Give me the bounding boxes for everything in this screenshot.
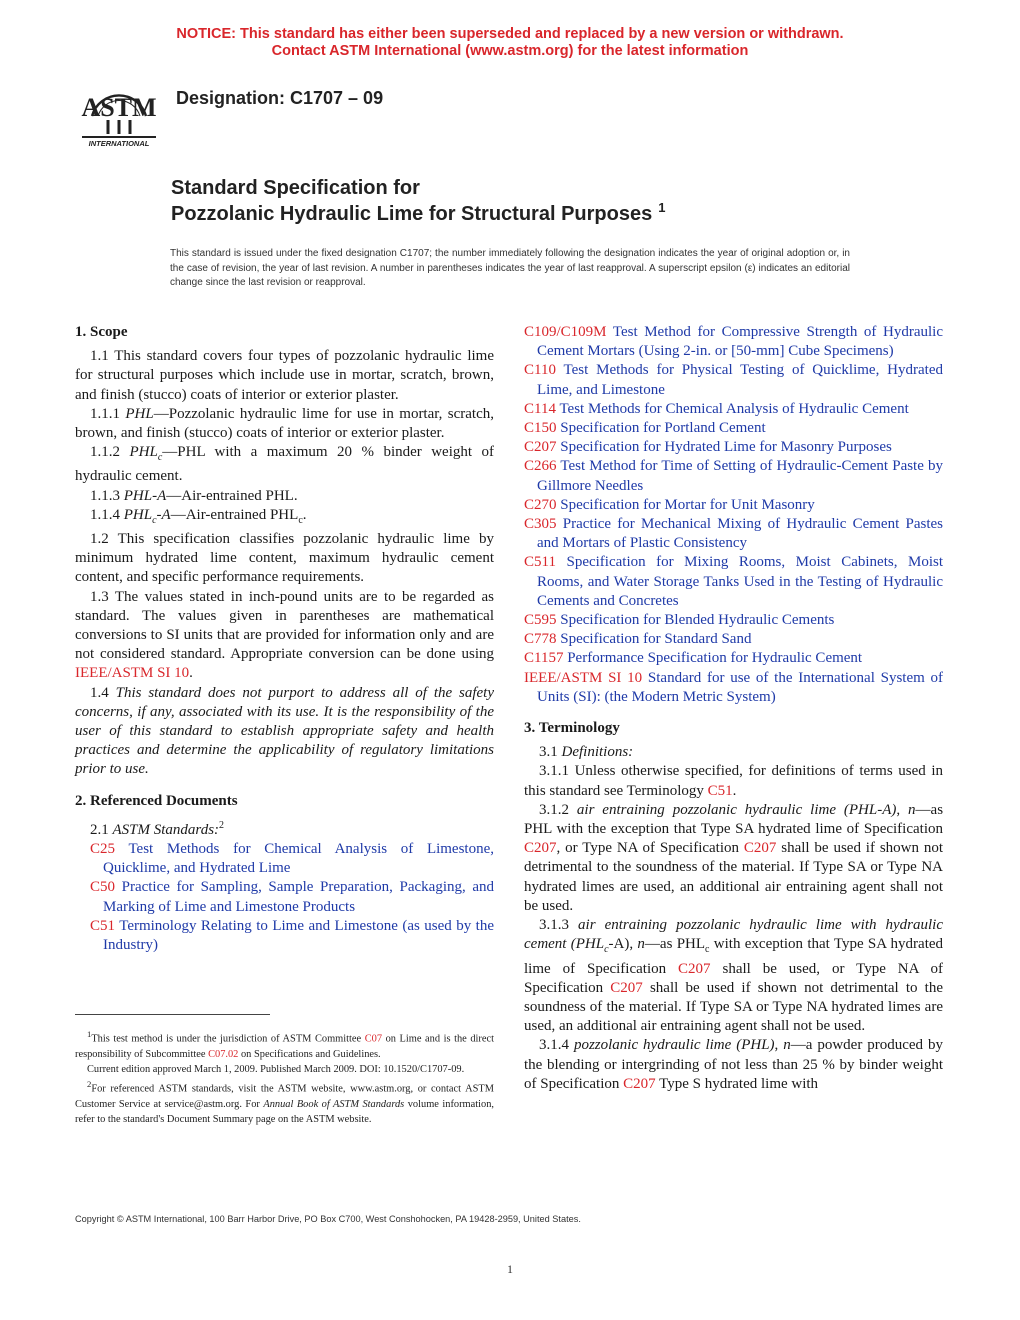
link-committee-c07[interactable]: C07 (364, 1033, 383, 1045)
ref-title[interactable]: Specification for Hydrated Lime for Masonry Purposes (560, 439, 892, 456)
issued-note: This standard is issued under the fixed designation C1707; the number immediately following the designation indicates the year of original adoption or, in the case of revision, the year of last revision. A number in parentheses indicates the year of last reapproval. A superscript epsilon (ε) indicates an editorial change since the last revision or reapproval. (170, 248, 850, 288)
ref-code[interactable]: IEEE/ASTM SI 10 (524, 669, 643, 686)
section-terminology-heading: 3. Terminology (524, 720, 620, 737)
footnote-text: This test method is under the jurisdiction of ASTM Committee (91, 1033, 362, 1045)
ref-title[interactable]: Specification for Mixing Rooms, Moist Cabinets, Moist Rooms, and Water Storage Tanks Used in the Testing of Hydraulic Cements and Concretes (537, 554, 943, 609)
para-1-1-2 (75, 443, 494, 486)
document-title (171, 175, 665, 227)
text-sub: c (705, 944, 710, 956)
footnotes (75, 1027, 494, 1127)
para-text: —a powder produced by the blending or intergrinding of not less than 25 % by binder weight of Specification (524, 1037, 943, 1092)
title-line-2-text: Pozzolanic Hydraulic Lime for Structural Purposes (171, 203, 653, 225)
term-text: PHL (129, 444, 158, 461)
term-sub: c (157, 452, 163, 464)
para-end: . (302, 506, 307, 523)
ref-title[interactable]: Test Methods for Physical Testing of Quicklime, Hydrated Lime, and Limestone (537, 362, 943, 398)
para-num: 3.1.3 (539, 917, 569, 934)
para-1-1-1 (75, 405, 494, 443)
para-text: —as PHL (644, 936, 706, 953)
para-num: 1.1.2 (90, 444, 120, 461)
para-num: 1.1.4 (90, 506, 120, 523)
ref-item[interactable] (524, 323, 943, 361)
term-sub: c (604, 944, 609, 956)
ref-item[interactable] (90, 840, 494, 878)
ref-item[interactable] (524, 669, 943, 707)
ref-item[interactable] (524, 457, 943, 495)
para-end: . (189, 665, 193, 682)
ref-item[interactable] (524, 361, 943, 399)
para-1-1-3 (75, 487, 494, 506)
ref-title[interactable]: Performance Specification for Hydraulic Cement (567, 650, 863, 667)
link-c207[interactable]: C207 (678, 960, 711, 977)
ref-title[interactable]: Practice for Sampling, Sample Preparation, Packaging, and Marking of Lime and Limestone Products (103, 879, 494, 915)
para-text: 3.1.1 Unless otherwise specified, for definitions of terms used in this standard see Terminology (524, 763, 943, 799)
para-3-1-1 (524, 762, 943, 800)
page-number: 1 (507, 1262, 513, 1276)
ref-item[interactable] (524, 611, 943, 630)
section-refdocs-heading: 2. Referenced Documents (75, 792, 238, 809)
ref-code[interactable]: C114 (524, 400, 556, 417)
title-footnote-mark: 1 (658, 200, 666, 216)
designation: Designation: C1707 – 09 (176, 88, 384, 108)
copyright-line: Copyright © ASTM International, 100 Barr Harbor Drive, PO Box C700, West Conshohocken, PA 19428-2959, United States. (75, 1214, 581, 1224)
para-text: —Air-entrained PHL. (166, 487, 298, 504)
para-num: 2.1 (90, 821, 109, 838)
para-2-1 (75, 816, 494, 840)
ref-item[interactable] (524, 630, 943, 649)
para-text: —as PHL with the exception that Type SA hydrated lime of Specification (524, 801, 944, 838)
logo-text: INTERNATIONAL (88, 139, 150, 148)
ref-title[interactable]: Specification for Mortar for Unit Masonry (560, 496, 815, 513)
ref-item[interactable] (524, 419, 943, 438)
ref-item[interactable] (524, 496, 943, 515)
para-text: —Air-entrained PHL (170, 506, 299, 523)
label: ASTM Standards: (112, 821, 220, 838)
para-3-1-4: 3.1.4 pozzolanic hydraulic lime (PHL), n—a powder produced by the blending or intergrinding of not less than 25 % by binder weight of Specification C207 Type S hydrated lime with (524, 1037, 943, 1092)
link-c207[interactable]: C207 (610, 979, 643, 996)
footnote-text: on Lime and is the direct responsibility of Subcommittee (75, 1033, 494, 1060)
withdrawal-notice (0, 26, 1020, 60)
left-column (75, 323, 494, 955)
para-3-1-2: 3.1.2 air entraining pozzolanic hydraulic lime (PHL-A), n—as PHL with the exception that Type SA hydrated lime of Specification C207, or Type NA of Specification C207 shall be used if shown not detrimental to the soundness of the material. If Type SA or Type NA hydrated limes are used, an additional air entraining agent shall not be used. (524, 801, 944, 914)
para-text: shall be used, or Type NA of Specification (524, 960, 944, 996)
para-text: Type S hydrated lime with (659, 1075, 819, 1092)
title-line-2 (171, 201, 665, 227)
para-1-1-4 (75, 506, 494, 530)
term: PHL-A (123, 487, 167, 504)
ref-code[interactable]: C511 (524, 554, 556, 571)
ref-item[interactable] (524, 649, 943, 668)
term (129, 444, 163, 464)
notice-line-2: Contact ASTM International (www.astm.org) for the latest information (271, 43, 749, 59)
footnote-text: For referenced ASTM standards, visit the ASTM website, www.astm.org, or contact ASTM Customer Service at service@astm.org. For (75, 1083, 494, 1110)
ref-item[interactable] (524, 515, 943, 553)
ref-title[interactable]: Terminology Relating to Lime and Limestone (as used by the Industry) (103, 917, 494, 954)
ref-code[interactable]: C109/C109M (524, 324, 607, 340)
term (123, 506, 171, 526)
para-num: 3.1 (539, 744, 558, 761)
ref-title[interactable]: Specification for Portland Cement (560, 420, 766, 437)
ref-code[interactable]: C110 (524, 362, 556, 379)
title-line-1: Standard Specification for (171, 177, 420, 199)
para-1-4 (75, 684, 494, 780)
part-of-speech: n (783, 1037, 791, 1054)
para-text: shall be used if shown not detrimental to the soundness of the material. If Type SA or Type NA hydrated limes are used, an additional air entraining agent shall not be used. (524, 979, 943, 1035)
ref-code[interactable]: C25 (90, 841, 116, 858)
footnote-2 (75, 1077, 494, 1127)
ref-item[interactable] (90, 878, 494, 916)
link-c207[interactable]: C207 (743, 840, 777, 857)
ref-list-left (75, 840, 494, 955)
para-num: 1.4 (90, 684, 109, 701)
ref-title[interactable]: Standard for use of the International System of Units (SI): (the Modern Metric System) (537, 669, 944, 705)
ref-title[interactable]: Test Methods for Chemical Analysis of Limestone, Quicklime, and Hydrated Lime (103, 841, 495, 877)
para-text: 1.3 The values stated in inch-pound units are to be regarded as standard. The values given in parentheses are mathematical conversions to SI units that are provided for information only and are not considered standard. Appropriate conversion can be done using (75, 588, 494, 663)
para-text: with exception that Type SA hydrated lime of Specification (524, 936, 944, 977)
notice-line-1: NOTICE: This standard has either been superseded and replaced by a new version or withdrawn. (176, 26, 844, 42)
term: PHL (125, 405, 154, 422)
ref-code[interactable]: C51 (90, 917, 116, 934)
footnote-divider (75, 1014, 270, 1015)
ref-code[interactable]: C778 (524, 631, 557, 648)
footnote-mark: 2 (87, 1079, 92, 1090)
link-ieee-astm-si-10[interactable]: IEEE/ASTM SI 10 (75, 665, 190, 682)
link-c207[interactable]: C207 (623, 1075, 656, 1092)
ref-code[interactable]: C1157 (524, 650, 564, 667)
ref-code[interactable]: C270 (524, 496, 557, 513)
term-text: PHL (123, 506, 153, 523)
ref-code[interactable]: C266 (524, 458, 557, 475)
para-num: 1.1.3 (90, 487, 120, 504)
term: air entraining pozzolanic hydraulic lime (PHL-A) (576, 801, 897, 818)
term-text-2: -A (156, 506, 171, 523)
ref-item[interactable] (524, 553, 943, 611)
term-text-2: -A) (608, 936, 630, 953)
footnote-ref: 2 (219, 819, 225, 831)
footnote-text: volume information, refer to the standard's Document Summary page on the ASTM website. (75, 1098, 495, 1125)
ref-title[interactable]: Practice for Mechanical Mixing of Hydraulic Cement Pastes and Mortars of Plastic Consistency (537, 516, 944, 552)
footnote-mark: 1 (87, 1029, 92, 1039)
logo-letters: ASTM (81, 93, 157, 122)
para-1-3 (75, 588, 494, 684)
ref-code[interactable]: C595 (524, 612, 557, 629)
para-text: —Pozzolanic hydraulic lime for use in mortar, scratch, brown, and finish (stucco) coats of interior or exterior plaster. (75, 405, 495, 442)
link-c207[interactable]: C207 (524, 840, 557, 857)
para-text: , or Type NA of Specification (556, 840, 740, 857)
section-scope-heading: 1. Scope (75, 324, 128, 340)
ref-code[interactable]: C305 (524, 516, 557, 533)
ref-title[interactable]: Test Method for Time of Setting of Hydraulic-Cement Paste by Gillmore Needles (537, 458, 944, 494)
label: Definitions: (561, 744, 634, 761)
astm-logo-graphic (78, 72, 160, 148)
para-3-1 (524, 743, 943, 762)
para-num: 3.1.2 (539, 801, 569, 818)
ref-item[interactable] (90, 917, 494, 955)
ref-title[interactable]: Specification for Blended Hydraulic Cements (560, 612, 835, 629)
ref-code[interactable]: C207 (524, 439, 557, 456)
para-1-1: 1.1 This standard covers four types of pozzolanic hydraulic lime for structural purposes which include use in mortar, scratch, brown, and finish (stucco) coats of interior or exterior plaster. (75, 348, 494, 403)
term-text: air entraining pozzolanic hydraulic lime with hydraulic cement (PHL (524, 917, 944, 953)
astm-logo (78, 72, 160, 148)
para-text: —PHL with a maximum 20 % binder weight of hydraulic cement. (75, 444, 495, 485)
para-num: 3.1.4 (539, 1037, 569, 1054)
term: pozzolanic hydraulic lime (PHL) (573, 1037, 775, 1054)
ref-list-right (524, 323, 943, 707)
footnote-1 (75, 1027, 494, 1062)
safety-statement: This standard does not purport to address all of the safety concerns, if any, associated with its use. It is the responsibility of the user of this standard to establish appropriate safety and health practices and determine the applicability of regulatory limitations prior to use. (75, 684, 495, 778)
term-sub: c (152, 514, 157, 526)
para-1-2: 1.2 This specification classifies pozzolanic hydraulic lime by minimum hydrated lime content, maximum hydraulic cement content, and specific performance requirements. (75, 531, 494, 586)
link-subcommittee-c07-02[interactable]: C07.02 (208, 1048, 239, 1060)
right-column (524, 323, 943, 1094)
ref-code[interactable]: C150 (524, 420, 557, 437)
footnote-1-edition: Current edition approved March 1, 2009. Published March 2009. DOI: 10.1520/C1707-09. (87, 1063, 465, 1075)
para-end: . (732, 782, 737, 799)
part-of-speech: n (637, 936, 645, 953)
footnote-italic: Annual Book of ASTM Standards (263, 1098, 405, 1110)
footnote-text: on Specifications and Guidelines. (240, 1048, 381, 1060)
ref-title[interactable]: Specification for Standard Sand (560, 631, 752, 648)
ref-title[interactable]: Test Methods for Chemical Analysis of Hydraulic Cement (559, 400, 909, 417)
ref-item[interactable] (524, 438, 943, 457)
text-sub: c (298, 514, 303, 526)
para-text: shall be used if shown not detrimental to the soundness of the material. If Type SA or Type NA hydrated limes are used, an additional air entraining agent shall not be used. (524, 840, 944, 914)
link-c51[interactable]: C51 (707, 782, 733, 799)
ref-item[interactable] (524, 400, 943, 419)
ref-code[interactable]: C50 (90, 879, 116, 896)
para-3-1-3: 3.1.3 air entraining pozzolanic hydraulic lime with hydraulic cement $(PHL_c-A)$, n—as $PHL_c$ with exception that Type SA hydrated lime of Specification C207 shall be used, or Type NA of Specification C207 shall be used if shown not detrimental to the soundness of the material. If Type SA or Type NA hydrated limes are used, an additional air entraining agent shall not be used. (524, 917, 944, 1035)
ref-title[interactable]: Test Method for Compressive Strength of Hydraulic Cement Mortars (Using 2-in. or [50-mm] Cube Specimens) (537, 324, 943, 360)
part-of-speech: n (908, 801, 916, 818)
para-num: 1.1.1 (90, 405, 120, 422)
